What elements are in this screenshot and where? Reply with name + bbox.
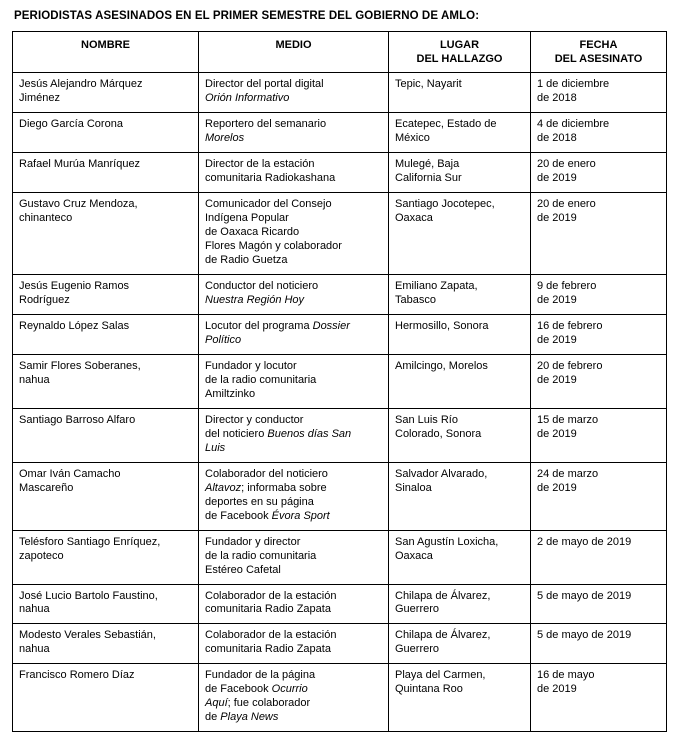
table-header: [13, 31, 667, 73]
cell-medio-emphasis: Buenos días San: [267, 427, 352, 440]
cell-lugar: [389, 354, 531, 408]
cell-nombre-line: Telésforo Santiago Enríquez,: [19, 535, 161, 548]
cell-lugar: [389, 584, 531, 624]
cell-medio-emphasis: Luis: [205, 441, 226, 454]
cell-nombre: [13, 275, 199, 315]
cell-medio-line: [205, 118, 382, 132]
cell-fecha-line: 4 de diciembre: [537, 118, 610, 131]
column-header-lugar-line1: LUGAR: [439, 38, 480, 51]
table-row: [13, 462, 667, 530]
cell-lugar-line: Colorado, Sonora: [395, 427, 482, 440]
cell-fecha-line: 20 de enero: [537, 198, 596, 211]
cell-medio: [199, 354, 389, 408]
cell-nombre-line: Reynaldo López Salas: [19, 319, 130, 332]
cell-medio: [199, 73, 389, 113]
cell-medio-emphasis: Dossier: [312, 319, 350, 332]
cell-lugar: [389, 408, 531, 462]
cell-lugar-line: Ecatepec, Estado de: [395, 118, 497, 131]
cell-lugar: [389, 153, 531, 193]
cell-nombre-line: Rodríguez: [19, 294, 70, 307]
cell-medio: [199, 664, 389, 732]
cell-medio-line: [205, 643, 382, 657]
cell-lugar-line: México: [395, 132, 430, 145]
column-header-lugar-line2: DEL HALLAZGO: [416, 53, 503, 66]
cell-medio-text: comunitaria Radiokashana: [205, 172, 336, 185]
cell-medio-text: Reportero del semanario: [205, 118, 327, 131]
cell-medio-text: Fundador de la página: [205, 669, 316, 682]
cell-medio-line: [205, 388, 382, 402]
cell-medio-line: [205, 226, 382, 240]
cell-lugar-line: Oaxaca: [395, 549, 433, 562]
cell-medio: [199, 584, 389, 624]
table-row: [13, 314, 667, 354]
cell-fecha-line: 5 de mayo de 2019: [537, 629, 632, 642]
cell-medio-line: [205, 158, 382, 172]
cell-medio-text: Colaborador del noticiero: [205, 467, 328, 480]
cell-nombre: [13, 354, 199, 408]
cell-nombre-line: Samir Flores Soberanes,: [19, 359, 141, 372]
cell-fecha-line: 15 de marzo: [537, 413, 599, 426]
cell-nombre-line: Francisco Romero Díaz: [19, 669, 135, 682]
column-header-nombre: [13, 31, 199, 73]
cell-medio: [199, 462, 389, 530]
cell-fecha-line: de 2019: [537, 172, 577, 185]
cell-lugar-line: Quintana Roo: [395, 683, 463, 696]
cell-lugar-line: California Sur: [395, 172, 462, 185]
cell-nombre: [13, 664, 199, 732]
cell-nombre-line: Jesús Eugenio Ramos: [19, 280, 130, 293]
cell-medio-emphasis: Évora Sport: [271, 509, 330, 522]
cell-fecha: [531, 664, 667, 732]
cell-medio-line: [205, 254, 382, 268]
cell-medio-line: [205, 334, 382, 348]
cell-nombre-line: Santiago Barroso Alfaro: [19, 413, 136, 426]
cell-fecha-line: de 2019: [537, 683, 577, 696]
cell-medio-line: [205, 132, 382, 146]
cell-fecha-line: de 2019: [537, 481, 577, 494]
cell-medio: [199, 153, 389, 193]
table-header-row: [13, 31, 667, 73]
cell-nombre: [13, 408, 199, 462]
cell-medio-text: de Radio Guetza: [205, 254, 288, 267]
cell-nombre-line: Omar Iván Camacho: [19, 467, 121, 480]
cell-medio-line: [205, 536, 382, 550]
cell-medio-line: [205, 212, 382, 226]
cell-lugar-line: Tabasco: [395, 294, 436, 307]
cell-medio-text: Fundador y director: [205, 535, 301, 548]
cell-medio-text: de: [205, 711, 221, 724]
cell-fecha-line: de 2019: [537, 333, 577, 346]
cell-medio-text: de Facebook: [205, 509, 272, 522]
cell-medio-line: [205, 198, 382, 212]
cell-lugar-line: Tepic, Nayarit: [395, 78, 462, 91]
table-row: [13, 73, 667, 113]
cell-medio-text: ; fue colaborador: [227, 697, 311, 710]
table-row: [13, 275, 667, 315]
cell-medio-line: [205, 590, 382, 604]
cell-lugar-line: Emiliano Zapata,: [395, 280, 478, 293]
journalists-table: [12, 31, 667, 732]
table-row: [13, 408, 667, 462]
cell-medio-line: [205, 564, 382, 578]
cell-fecha: [531, 314, 667, 354]
cell-nombre-line: Gustavo Cruz Mendoza,: [19, 198, 138, 211]
cell-fecha-line: 16 de mayo: [537, 669, 595, 682]
cell-fecha-line: 24 de marzo: [537, 467, 599, 480]
column-header-fecha: [531, 31, 667, 73]
cell-fecha-line: 2 de mayo de 2019: [537, 535, 632, 548]
cell-medio-text: de la radio comunitaria: [205, 549, 317, 562]
cell-fecha-line: de 2019: [537, 212, 577, 225]
cell-medio-emphasis: Ocurrio: [271, 683, 308, 696]
cell-fecha: [531, 624, 667, 664]
cell-fecha-line: 20 de enero: [537, 158, 596, 171]
cell-medio-line: [205, 428, 382, 442]
cell-lugar-line: Amilcingo, Morelos: [395, 359, 488, 372]
table-row: [13, 584, 667, 624]
cell-nombre: [13, 624, 199, 664]
cell-nombre-line: Rafael Murúa Manríquez: [19, 158, 141, 171]
table-row: [13, 354, 667, 408]
cell-fecha: [531, 408, 667, 462]
cell-nombre-line: nahua: [19, 603, 50, 616]
cell-lugar: [389, 193, 531, 275]
cell-medio-line: [205, 496, 382, 510]
column-header-medio: [199, 31, 389, 73]
cell-medio-text: Director del portal digital: [205, 78, 324, 91]
table-row: [13, 113, 667, 153]
cell-lugar-line: San Luis Río: [395, 413, 458, 426]
cell-fecha-line: 16 de febrero: [537, 319, 603, 332]
cell-medio-text: ; informaba sobre: [241, 481, 327, 494]
table-row: [13, 624, 667, 664]
cell-medio-line: [205, 172, 382, 186]
cell-lugar-line: Santiago Jocotepec,: [395, 198, 495, 211]
cell-medio-text: Flores Magón y colaborador: [205, 240, 342, 253]
cell-medio-line: [205, 360, 382, 374]
cell-fecha-line: de 2018: [537, 132, 577, 145]
cell-lugar: [389, 73, 531, 113]
cell-medio-text: Locutor del programa: [205, 319, 313, 332]
cell-fecha: [531, 193, 667, 275]
cell-medio-line: [205, 442, 382, 456]
table-row: [13, 193, 667, 275]
cell-medio-text: Amiltzinko: [205, 387, 256, 400]
cell-medio-text: Director de la estación: [205, 158, 315, 171]
cell-fecha-line: 20 de febrero: [537, 359, 603, 372]
cell-fecha: [531, 275, 667, 315]
cell-fecha-line: de 2019: [537, 294, 577, 307]
cell-medio-emphasis: Político: [205, 333, 242, 346]
cell-medio-line: [205, 603, 382, 617]
cell-medio: [199, 113, 389, 153]
cell-medio: [199, 624, 389, 664]
cell-medio-text: Conductor del noticiero: [205, 280, 319, 293]
cell-medio-line: [205, 240, 382, 254]
cell-fecha: [531, 530, 667, 584]
cell-medio-emphasis: Playa News: [220, 711, 279, 724]
cell-nombre-line: nahua: [19, 373, 50, 386]
cell-lugar-line: Guerrero: [395, 643, 440, 656]
cell-nombre-line: José Lucio Bartolo Faustino,: [19, 589, 158, 602]
cell-medio-emphasis: Altavoz: [205, 481, 242, 494]
cell-medio-line: [205, 697, 382, 711]
cell-fecha: [531, 354, 667, 408]
cell-medio-text: Colaborador de la estación: [205, 629, 337, 642]
cell-medio-line: [205, 550, 382, 564]
cell-medio: [199, 193, 389, 275]
table-row: [13, 530, 667, 584]
cell-nombre-line: Jesús Alejandro Márquez: [19, 78, 143, 91]
cell-medio: [199, 408, 389, 462]
cell-fecha: [531, 584, 667, 624]
cell-medio-line: [205, 482, 382, 496]
cell-medio-line: [205, 629, 382, 643]
cell-nombre-line: Modesto Verales Sebastián,: [19, 629, 156, 642]
cell-medio-text: de Facebook: [205, 683, 272, 696]
cell-nombre: [13, 113, 199, 153]
cell-nombre-line: nahua: [19, 643, 50, 656]
cell-nombre: [13, 462, 199, 530]
cell-fecha-line: de 2018: [537, 92, 577, 105]
cell-lugar-line: Salvador Alvarado,: [395, 467, 488, 480]
cell-lugar: [389, 624, 531, 664]
cell-nombre: [13, 193, 199, 275]
cell-nombre-line: Diego García Corona: [19, 118, 123, 131]
cell-lugar-line: Chilapa de Álvarez,: [395, 589, 491, 602]
cell-medio-text: Estéreo Cafetal: [205, 563, 281, 576]
cell-nombre: [13, 584, 199, 624]
cell-lugar: [389, 113, 531, 153]
cell-fecha-line: de 2019: [537, 373, 577, 386]
cell-medio-text: de Oaxaca Ricardo: [205, 226, 300, 239]
cell-medio-line: [205, 280, 382, 294]
column-header-medio-line1: MEDIO: [275, 38, 312, 51]
cell-medio-text: comunitaria Radio Zapata: [205, 603, 331, 616]
cell-fecha: [531, 73, 667, 113]
cell-medio-line: [205, 320, 382, 334]
table-row: [13, 664, 667, 732]
cell-lugar: [389, 462, 531, 530]
cell-lugar-line: Guerrero: [395, 603, 440, 616]
cell-nombre: [13, 153, 199, 193]
cell-lugar-line: Mulegé, Baja: [395, 158, 460, 171]
cell-medio-line: [205, 374, 382, 388]
cell-medio-line: [205, 711, 382, 725]
cell-nombre: [13, 530, 199, 584]
cell-medio: [199, 314, 389, 354]
cell-lugar-line: San Agustín Loxicha,: [395, 535, 499, 548]
cell-fecha: [531, 462, 667, 530]
cell-medio-text: de la radio comunitaria: [205, 373, 317, 386]
cell-nombre-line: chinanteco: [19, 212, 73, 225]
column-header-nombre-line1: NOMBRE: [81, 38, 130, 51]
cell-fecha-line: 5 de mayo de 2019: [537, 589, 632, 602]
cell-medio-text: Fundador y locutor: [205, 359, 297, 372]
cell-medio-line: [205, 683, 382, 697]
cell-medio-line: [205, 669, 382, 683]
cell-medio-line: [205, 468, 382, 482]
cell-medio-emphasis: Morelos: [205, 132, 245, 145]
cell-medio-line: [205, 510, 382, 524]
cell-medio: [199, 530, 389, 584]
cell-fecha-line: 1 de diciembre: [537, 78, 610, 91]
cell-lugar-line: Sinaloa: [395, 481, 432, 494]
cell-medio-line: [205, 92, 382, 106]
cell-lugar: [389, 530, 531, 584]
cell-medio-text: deportes en su página: [205, 495, 314, 508]
column-header-fecha-line2: DEL ASESINATO: [554, 53, 643, 66]
cell-medio-emphasis: Aquí: [205, 697, 228, 710]
cell-medio-text: Director y conductor: [205, 413, 304, 426]
cell-nombre-line: Jiménez: [19, 92, 60, 105]
cell-medio-text: Indígena Popular: [205, 212, 289, 225]
cell-lugar-line: Chilapa de Álvarez,: [395, 629, 491, 642]
cell-medio-line: [205, 294, 382, 308]
cell-lugar-line: Hermosillo, Sonora: [395, 319, 489, 332]
column-header-lugar: [389, 31, 531, 73]
cell-fecha: [531, 113, 667, 153]
cell-medio-text: Colaborador de la estación: [205, 589, 337, 602]
cell-lugar-line: Playa del Carmen,: [395, 669, 486, 682]
cell-fecha-line: de 2019: [537, 427, 577, 440]
table-row: [13, 153, 667, 193]
cell-lugar: [389, 314, 531, 354]
cell-lugar-line: Oaxaca: [395, 212, 433, 225]
cell-nombre-line: zapoteco: [19, 549, 64, 562]
page-title: PERIODISTAS ASESINADOS EN EL PRIMER SEMESTRE DEL GOBIERNO DE AMLO:: [14, 10, 480, 22]
cell-nombre: [13, 314, 199, 354]
cell-medio-emphasis: Orión Informativo: [205, 92, 290, 105]
cell-medio-line: [205, 414, 382, 428]
cell-medio-line: [205, 78, 382, 92]
cell-medio-text: comunitaria Radio Zapata: [205, 643, 331, 656]
cell-medio-emphasis: Nuestra Región Hoy: [205, 294, 305, 307]
cell-fecha-line: 9 de febrero: [537, 280, 597, 293]
cell-lugar: [389, 664, 531, 732]
cell-lugar: [389, 275, 531, 315]
cell-nombre-line: Mascareño: [19, 481, 74, 494]
cell-medio: [199, 275, 389, 315]
column-header-fecha-line1: FECHA: [579, 38, 618, 51]
table-body: [13, 73, 667, 732]
cell-nombre: [13, 73, 199, 113]
cell-medio-text: del noticiero: [205, 427, 268, 440]
cell-fecha: [531, 153, 667, 193]
cell-medio-text: Comunicador del Consejo: [205, 198, 332, 211]
